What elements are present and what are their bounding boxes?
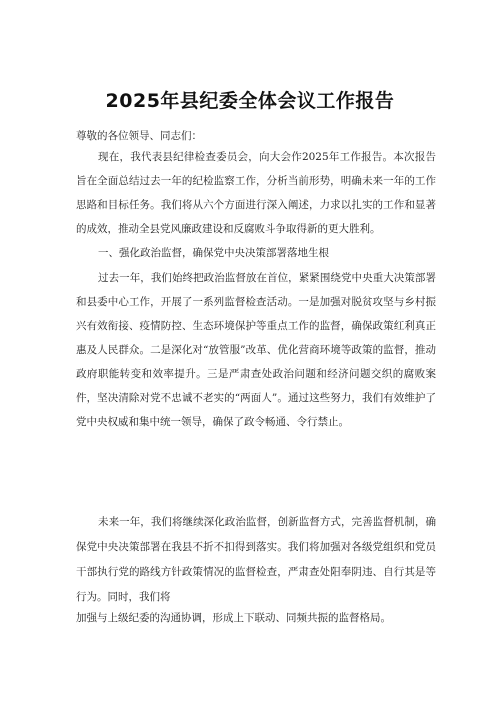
salutation: 尊敬的各位领导、同志们： xyxy=(76,130,202,142)
section-heading: 一、强化政治监督，确保党中央决策部署落地生根 xyxy=(98,247,330,259)
section-body-paragraph: 过去一年，我们始终把政治监督放在首位，紧紧围绕党中央重大决策部署和县委中心工作，开展了一系列监督检查活动。一是加强对脱贫攻坚与乡村振兴有效衔接、疫情防控、生态环境保护等重点工作的监督，确保政策红利真正惠及人民群众。二是深化对“放管服”改革、优化营商环境等政策的监督，推动政府职能转变和效率提升。三是严肃查处政治问题和经济问题交织的腐败案件，坚决清除对党不忠诚不老实的“两面人”。通过这些努力，我们有效维护了党中央权威和集中统一领导，确保了政令畅通、令行禁止。 xyxy=(76,272,436,428)
future-plan-tail: 加强与上级纪委的沟通协调，形成上下联动、同频共振的监督格局。 xyxy=(76,612,391,624)
future-plan-paragraph: 未来一年，我们将继续深化政治监督，创新监督方式，完善监督机制，确保党中央决策部署在我县不折不扣得到落实。我们将加强对各级党组织和党员干部执行党的路线方针政策情况的监督检查，严肃查处阳奉阴违、自行其是等行为。同时，我们将 xyxy=(76,516,436,603)
intro-paragraph: 现在，我代表县纪律检查委员会，向大会作2025年工作报告。本次报告旨在全面总结过去一年的纪检监察工作，分析当前形势，明确未来一年的工作思路和目标任务。我们将从六个方面进行深入阐述，力求以扎实的工作和显著的成效，推动全县党风廉政建设和反腐败斗争取得新的更大胜利。 xyxy=(76,151,436,235)
document-title: 2025年县纪委全体会议工作报告 xyxy=(105,90,395,112)
